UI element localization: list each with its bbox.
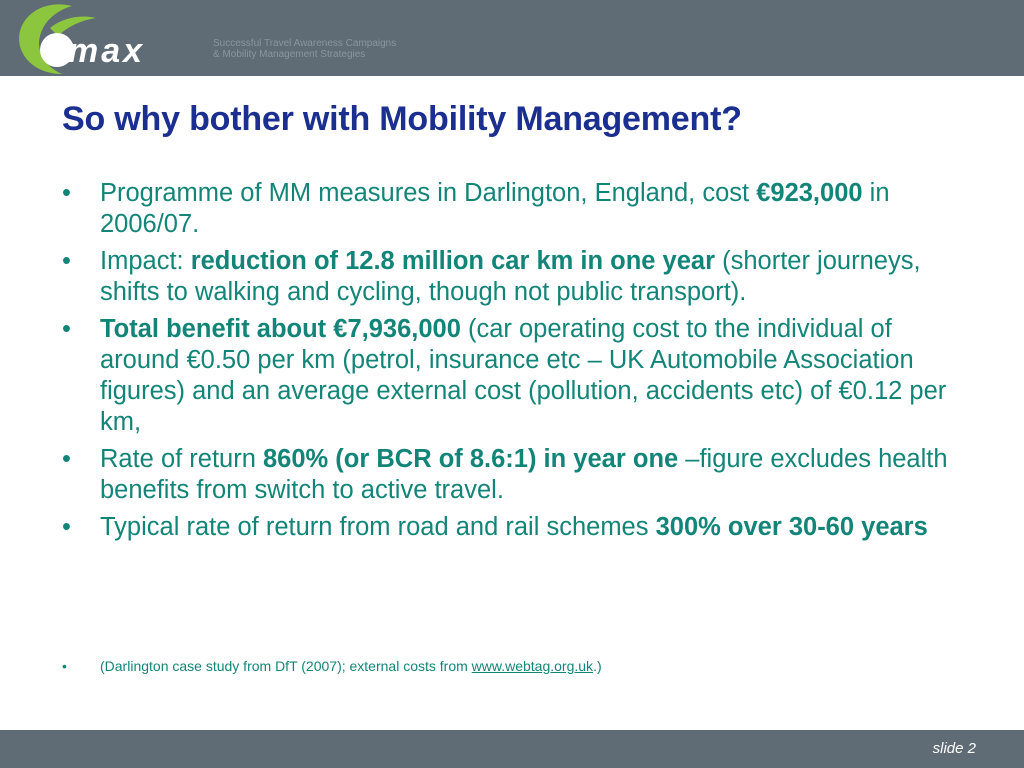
svg-text:max: max (68, 32, 146, 70)
bullet-item (62, 178, 962, 240)
bullet-item (62, 246, 962, 308)
bullet-list (62, 178, 962, 549)
bullet-text: (car operating cost to the individual of around €0.50 per km (petrol, insurance etc – UK Automobile Association figures) and an average external cost (pollution, accidents etc) of €0.12 per km, (100, 315, 947, 436)
bullet-emphasis: €923,000 (756, 179, 863, 207)
bullet-text: Typical rate of return from road and rail schemes (100, 513, 656, 541)
slide-title: So why bother with Mobility Management? (62, 100, 742, 138)
bullet-text: Impact: (100, 247, 191, 275)
tagline-line-1: Successful Travel Awareness Campaigns (213, 38, 397, 49)
bullet-emphasis: Total benefit about €7,936,000 (100, 315, 461, 343)
header-bar (0, 0, 1024, 76)
bullet-text: Rate of return (100, 445, 263, 473)
bullet-item (62, 512, 962, 543)
bullet-text: Programme of MM measures in Darlington, England, cost (100, 179, 757, 207)
bullet-text: –figure excludes health benefits from switch to active travel. (100, 445, 948, 504)
header-tagline (213, 38, 396, 60)
bullet-emphasis: 300% over 30-60 years (655, 513, 928, 541)
slide-number: slide 2 (932, 740, 976, 757)
bullet-emphasis: 860% (or BCR of 8.6:1) in year one (263, 445, 679, 473)
bullet-text: in 2006/07. (100, 179, 890, 238)
tagline-line-2: & Mobility Management Strategies (213, 49, 366, 60)
note-text-end: .) (593, 658, 602, 674)
footer-bar (0, 730, 1024, 768)
webtag-link[interactable]: www.webtag.org.uk (471, 658, 594, 674)
source-note (62, 658, 602, 674)
max-logo (10, 0, 210, 76)
note-text: (Darlington case study from DfT (2007); external costs from (100, 658, 472, 674)
bullet-text: (shorter journeys, shifts to walking and cycling, though not public transport). (100, 247, 921, 306)
bullet-item (62, 444, 962, 506)
bullet-item (62, 314, 962, 438)
bullet-emphasis: reduction of 12.8 million car km in one year (190, 247, 716, 275)
